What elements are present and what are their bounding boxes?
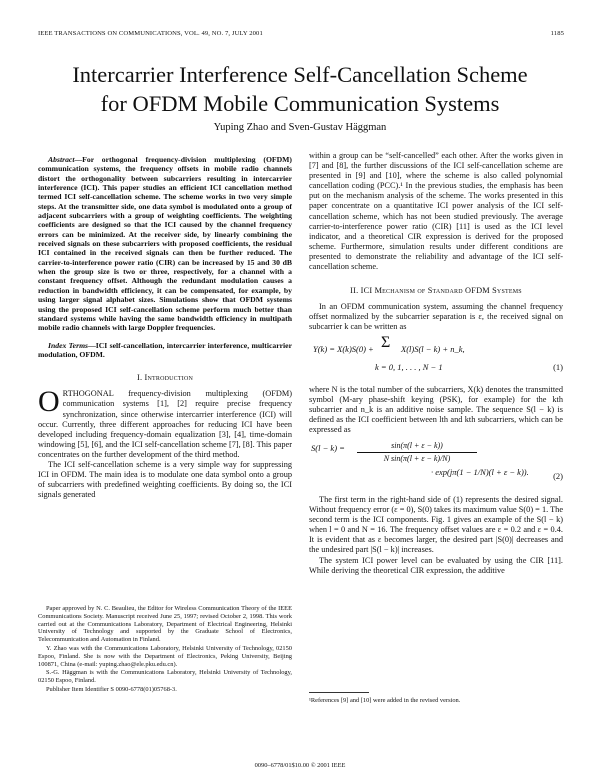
- section-1-number: I.: [136, 373, 143, 383]
- eq2-lhs: S(l − k) =: [311, 442, 345, 453]
- section-1-heading: [38, 373, 292, 383]
- eq1-condition: k = 0, 1, . . . , N − 1: [375, 361, 443, 372]
- footnote-zhao: Y. Zhao was with the Communications Laboratory, Helsinki University of Technology, 02150 Espoo, Finland. She is now with the Department of Electronics, Peking University, Beijing 100871, China (e-mail: yuping.zhao@ele.pku.edu.cn).: [38, 644, 292, 668]
- title-line-1: Intercarrier Interference Self-Cancellation Scheme: [72, 62, 528, 87]
- section-1-title: Introduction: [144, 373, 194, 383]
- abstract: [38, 155, 292, 333]
- section-2-paragraph-2: where N is the total number of the subcarriers, X(k) denotes the transmitted symbol (M-ary phase-shift keying (PSK), for example) for the kth subcarrier and n_k is an additive noise sample. The sequence S(l − k) is defined as the ICI coefficient between lth and kth subcarriers, which can be expressed as: [309, 384, 563, 434]
- title-line-2: for OFDM Mobile Communication Systems: [100, 91, 500, 116]
- right-column: [309, 151, 563, 576]
- footnote-haggman: S.-G. Häggman is with the Communications Laboratory, Helsinki University of Technology, 02150 Espoo, Finland.: [38, 669, 292, 685]
- eq2-fraction-bar: [357, 452, 477, 453]
- drop-cap: O: [38, 385, 60, 419]
- left-column: [38, 155, 292, 500]
- footnote-rule: [309, 692, 369, 693]
- footnote-approval: Paper approved by N. C. Beaulieu, the Editor for Wireless Communication Theory of the IEEE Communications Society. Manuscript received June 25, 1997; revised October 2, 1998. This work carried out at the Communications Laboratory, Department of Electrical Engineering, Helsinki University of Technology and supported by the Graduate School of Electronics, Telecommunication and Automation in Finland.: [38, 605, 292, 644]
- eq2-denominator: N sin(π(l + ε − k)/N): [383, 454, 451, 464]
- section-2-number: II.: [350, 286, 359, 296]
- intro-continued: within a group can be “self-cancelled” each other. After the works given in [7] and [8], the further discussions of the ICI self-cancellation scheme are presented in [9] and [10], where the scheme is also called polynomial cancellation coding (PCC).¹ In the previous studies, the emphasis has been put on the mechanism analysis of the scheme. The works presented in this paper concentrate on a quantitative ICI power analysis of the ICI self-cancellation scheme, which has not been studied previously. The average carrier-to-interference power ratio (CIR) [11] is used as the ICI level indicator, and a theoretical CIR expression is derived for the proposed scheme. Furthermore, simulation results under different conditions are presented to demonstrate the reliability and advantage of the ICI self-cancellation scheme.: [309, 151, 563, 272]
- section-2-paragraph-1: In an OFDM communication system, assuming the channel frequency offset normalized by the subcarrier separation is ε, the received signal on subcarrier k can be written as: [309, 302, 563, 332]
- eq1-lhs: Y(k) = X(k)S(0) +: [313, 343, 374, 354]
- intro-paragraph-2: The ICI self-cancellation scheme is a very simple way for suppressing ICI in OFDM. The main idea is to modulate one data symbol onto a group of subcarriers with predefined weighting coefficients. By doing so, the ICI signals generated: [38, 459, 292, 500]
- authors: Yuping Zhao and Sven-Gustav Häggman: [213, 122, 387, 133]
- section-2-paragraph-4: The system ICI power level can be evaluated by using the CIR [11]. While deriving the theoretical CIR expression, the additive: [309, 555, 563, 575]
- running-header: [38, 30, 564, 37]
- paper-title: [30, 60, 570, 118]
- eq1-number: (1): [553, 361, 563, 372]
- index-terms-text: —ICI self-cancellation, intercarrier interference, multicarrier modulation, OFDM.: [38, 340, 293, 359]
- equation-1: [309, 333, 563, 380]
- index-terms: [38, 341, 292, 360]
- index-terms-lead: Index Terms: [48, 340, 89, 350]
- section-2-heading: [309, 286, 563, 296]
- abstract-lead: Abstract: [48, 155, 75, 164]
- abstract-text: —For orthogonal frequency-division multiplexing (OFDM) communication systems, the frequency offsets in mobile radio channels distort the orthogonality between subcarriers resulting in intercarrier interference (ICI). This paper studies an efficient ICI cancellation method termed ICI self-cancellation scheme. The scheme works in two very simple steps. At the transmitter side, one data symbol is modulated onto a group of adjacent subcarriers with a group of weighting coefficients. The weighting coefficients are designed so that the ICI caused by the channel frequency errors can be minimized. At the receiver side, by linearly combining the received signals on these subcarriers with proposed coefficients, the residual ICI contained in the received signals can then be further reduced. The carrier-to-interference power ratio (CIR) can be increased by 15 and 30 dB when the group size is two or three, respectively, for a channel with a constant frequency offset. Although the redundant modulation causes a reduction in bandwidth efficiency, it can be compensated, for example, by using larger signal alphabet sizes. Simulations show that OFDM systems using the proposed ICI self-cancellation scheme perform much better than standard systems while having the same bandwidth efficiency in multipath mobile radio channels with large Doppler frequencies.: [38, 155, 292, 333]
- eq2-fraction: [357, 441, 477, 464]
- section-2-paragraph-3: The first term in the right-hand side of (1) represents the desired signal. Without frequency error (ε = 0), S(0) takes its maximum value S(0) = 1. The second term is the ICI components. Fig. 1 gives an example of the S(l − k) when l = 0 and N = 16. The frequency offset values are ε = 0.2 and ε = 0.4. It is evident that as ε becomes larger, the desired part |S(0)| decreases and the undesired part |S(l − k)| increases.: [309, 494, 563, 555]
- footnotes: [38, 605, 292, 695]
- section-2-title: ICI Mechanism of Standard OFDM Systems: [360, 286, 522, 296]
- eq2-number: (2): [553, 470, 563, 481]
- eq2-exponential: · exp(jπ(1 − 1/N)(l + ε − k)).: [431, 466, 529, 477]
- footnote-pii: Publisher Item Identifier S 0090-6778(01)05768-3.: [46, 685, 177, 693]
- eq1-rhs: X(l)S(l − k) + n_k,: [401, 343, 465, 354]
- equation-2: [309, 441, 563, 489]
- intro-paragraph-1: [38, 385, 292, 460]
- journal-header: IEEE TRANSACTIONS ON COMMUNICATIONS, VOL. 49, NO. 7, JULY 2001: [38, 30, 263, 37]
- copyright-line: 0090–6778/01$10.00 © 2001 IEEE: [254, 762, 346, 769]
- eq2-numerator: sin(π(l + ε − k)): [391, 440, 443, 450]
- eq1-sum-symbol: Σ: [381, 333, 391, 351]
- page-number: 1185: [550, 30, 564, 37]
- footnote-references: ¹References [9] and [10] were added in the revised version.: [309, 697, 461, 704]
- intro-p1-text: RTHOGONAL frequency-division multiplexing (OFDM) communication systems [1], [2] require precise frequency synchronization, since otherwise intercarrier interference (ICI) will occur. Currently, three different approaches for reducing ICI have been developed including frequency-domain equalization [3], [4], time-domain windowing [5], [6], and the ICI self-cancellation scheme [7], [8]. This paper concentrates on the further development of the third method.: [38, 389, 292, 459]
